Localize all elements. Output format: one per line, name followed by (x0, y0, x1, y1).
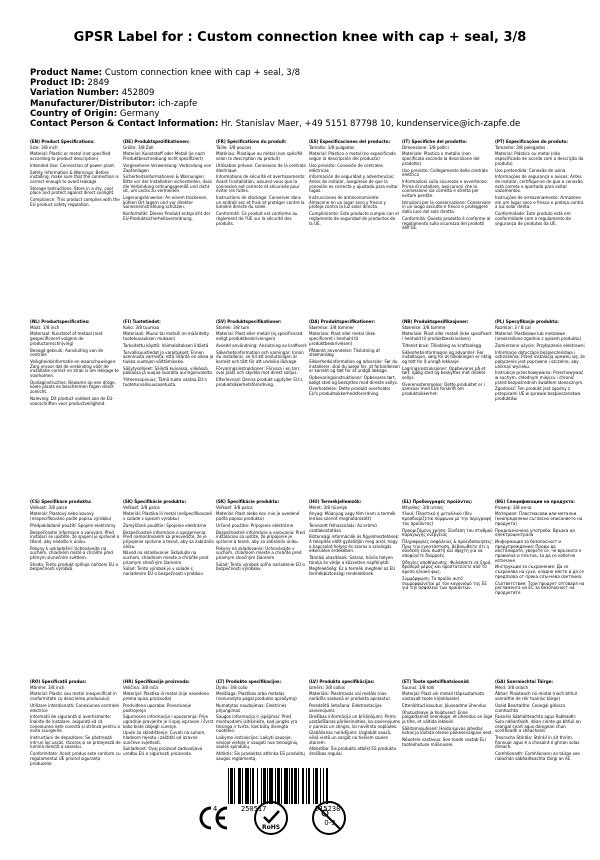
spec-paragraph: Medžiaga: Plastikas arba metalas (nenurodyta pagal produkto aprašymą) (216, 691, 297, 702)
spec-paragraph: Conformità: Questo prodotto è conforme al regolamento sulla sicurezza dei prodotti dell'UE. (402, 215, 492, 231)
language-block (30, 500, 121, 680)
spec-paragraph: Drošības informācija un brīdinājumi: Pirms uzstādīšanas pārliecinieties, ka savienojums ir pareizs un stingrs, lai novērstu noplūdes. (309, 714, 402, 729)
language-block (30, 320, 121, 500)
spec-paragraph: Faisnéis Sábháilteachta agus Rabhaidh: Sula ndéanfaidh, déan cinnte go bhfuil an ceangal ceart agus daingean chun sceitheadh a sheachaint. (495, 714, 582, 734)
spec-paragraph: Informații de siguranță și avertismente: Înainte de instalare, asigurați-vă că conexiunea este corectă și strânsă pentru a evita scurgerile. (30, 714, 122, 734)
spec-paragraph: Treoracha Stórála: Stóráil in áit thirim, fionnuar agus é a chosaint ó ghrian solas díreach. (495, 735, 581, 750)
language-row (30, 320, 586, 500)
spec-paragraph: Größe: 3/8 Zoll (123, 144, 154, 150)
language-heading: (FR) Spécifications du produit: (216, 139, 287, 144)
spec-paragraph: Dydis: 3/8 colio (216, 684, 248, 690)
spec-paragraph: Utilizare intenționată: Conexiunea centralei electrice (30, 702, 121, 713)
language-heading: (ES) Especificaciones del producto: (309, 139, 391, 144)
spec-paragraph: Material: Plast eller metall (ej specificerad enligt produktbeskrivningen) (216, 331, 304, 342)
spec-paragraph: Material: Kunststoff oder Metall (je nach Produktbeschreibung nicht spezifiziert) (123, 151, 207, 162)
language-heading: (SK) Špecifikácie produktu: (123, 499, 187, 504)
language-heading: (PT) Especificações do produto: (495, 139, 569, 144)
spec-paragraph: Taille: 3/8 pouces (216, 144, 252, 150)
spec-paragraph: Tamaño: 3/8 pulgadas (309, 144, 355, 150)
barcode-digit-first: 4 (213, 805, 218, 813)
spec-paragraph: Påtænkt anvendelse: Tilslutning af strømanlæg (309, 347, 382, 358)
info-row (30, 109, 590, 119)
info-row (30, 68, 590, 78)
spec-paragraph: Yhteensopivuus: Tämä tuote vastaa EU:n tuoteturvallisuusasetusta. (123, 377, 209, 387)
info-value: 452809 (121, 88, 155, 99)
language-heading: (DA) Produktspecifikationer: (309, 319, 376, 324)
spec-paragraph: Conformité: Ce produit est conforme au règlement de l'UE sur la sécurité des produits. (216, 211, 299, 226)
spec-paragraph: Zgodność: Ten produkt jest zgodny z przepisami UE w sprawie bezpieczeństwa produktów. (495, 386, 582, 401)
spec-paragraph: Materjal: Plast või metall (täpsustamata vastavalt toote kirjeldusele) (402, 691, 486, 702)
spec-paragraph: Matériau: Plastique ou métal (non spécifié selon la description du produit) (216, 151, 304, 162)
spec-paragraph: Méret: 3/8 hüvelyk (309, 504, 348, 510)
spec-paragraph: Bezpečnostní informace a varování: Před instalací se ujistěte, že spojení je správné a těsné, aby nedošlo k úniku. (30, 529, 121, 544)
spec-paragraph: Izmērs: 3/8 collas (309, 684, 345, 690)
spec-paragraph: Tárolási utasítások: Száraz, hűvös helyen tárolja és védje a közvetlen napfénytől. (309, 555, 395, 565)
spec-paragraph: Materiale: Plast eller metal (ikke specificeret i henhold til produktbeskrivelsen) (309, 331, 377, 346)
spec-paragraph: Material: Plástico o metal (no especificado según la descripción del producto) (309, 151, 398, 162)
language-row (30, 500, 586, 680)
spec-paragraph: Materiał: Plastikowe lub metalowe (nieokreślone zgodnie z opisem produktu) (495, 331, 582, 342)
spec-paragraph: Koko: 3/8 tuumaa (123, 324, 160, 330)
spec-paragraph: Comhlíonadh: Comhlíonann an táirge seo rialachán sábháilteachta táirgí an AE. (495, 751, 582, 761)
spec-paragraph: Safety Information & Warnings: Before installing, make sure that the connection is correct enough to avoid leakage. (30, 169, 120, 184)
spec-paragraph: Инструкции за съхранение: Да се съхранява на сухо, хладно място и да се предпазва от пряка слънчева светлина. (495, 564, 586, 579)
language-heading: (EL) Προδιαγραφές προϊόντος: (402, 499, 473, 504)
language-heading: (SV) Produktspecifikationer: (216, 319, 282, 324)
spec-paragraph: Συμμόρφωση: Το προϊόν αυτό συμμορφώνεται με τον κανονισμό της ΕΕ για την ασφάλεια των προϊόντων. (402, 575, 489, 591)
spec-paragraph: Méid: 3/8 orlach (495, 684, 529, 690)
info-row (30, 99, 590, 109)
spec-paragraph: Biztonsági információk és figyelmeztetések: A telepítés előtt győződjön meg arról, hogy a kapcsolat helyes és szoros a szivárgás elkerülése érdekében. (309, 534, 401, 554)
spec-paragraph: Informações de segurança e avisos: Antes de instalar, certifique-se de que a conexão está correta e apertada para evitar vazamentos. (495, 174, 585, 194)
spec-paragraph: Mărime: 3/8 inch (30, 684, 65, 690)
spec-paragraph: Atbilstība: Šis produkts atbilst ES produktu drošības regulai. (309, 746, 398, 757)
spec-paragraph: Material: Plástico ou metal (não especificado de acordo com a descrição do produto) (495, 151, 585, 166)
language-block (495, 140, 586, 320)
spec-paragraph: Materiál: Plastika ili metal (nešpecifikované v súlade s opisom výrobku) (123, 511, 214, 522)
spec-paragraph: Materiaali: Muovi tai metalli (ei määritelty tuotekuvauksen mukaan) (123, 331, 211, 342)
language-heading: (NL) Productspecificaties: (30, 319, 90, 324)
spec-paragraph: Förvaringsinstruktioner: Förvara i en torr, sval plats och skydda mot direkt solljus. (216, 365, 302, 376)
spec-paragraph: Turvallisuustiedot ja varoitukset: Ennen asennusta varmista, että liitäntä on oikea ja tiukka vuotojen välttämiseksi. (123, 349, 215, 364)
spec-paragraph: Zamýšľané použitie: Spojenie elektrárne (123, 522, 207, 528)
spec-paragraph: Material: Plastic sau metal (nespecificat în conformitate cu descrierea produsului) (30, 691, 119, 702)
spec-paragraph: Информация за безопасност и предупреждения: Преди да инсталирате, уверете се, че връзката е правилна и плътна, за да се избегне изтичане. (495, 538, 583, 563)
language-block (216, 140, 307, 320)
spec-paragraph: Pokyny k uskladnění: Uchovávejte na suchém, chladném místě a chraňte před přímým slunečním světlem. (30, 545, 115, 561)
spec-paragraph: Conformidade: Este produto está em conformidade com o regulamento de segurança de produtos da UE. (495, 211, 573, 226)
spec-paragraph: Upute za skladištenje: Čuvati na suhom, hladnom mjestu i zaštititi od izravne sunčeve svjetlosti. (123, 730, 207, 745)
spec-paragraph: Instruções de armazenamento: Armazene em um lugar seco e fresco e proteja contra a luz solar direta. (495, 195, 585, 210)
spec-paragraph: Zamierzone użycie: Przyłączenie elektrowni (495, 342, 585, 348)
language-heading: (FI) Tuotetiedot: (123, 319, 161, 324)
spec-paragraph: Instructions de stockage: Conserver dans un endroit sec et frais et protéger contre la lumière directe du soleil. (216, 195, 306, 210)
spec-paragraph: Anyag: Műanyag vagy fém (nem a termék leírása szerint meghatározott) (309, 511, 397, 522)
spec-paragraph: Conformitate: Acest produs este conform cu regulamentul UE privind siguranța produselor. (30, 751, 122, 766)
rohs-icon (253, 800, 289, 836)
spec-paragraph: Størrelse: 3/8 tommer (309, 324, 355, 330)
info-value: 2849 (87, 78, 110, 89)
language-block (495, 680, 586, 860)
language-heading: (NB) Produktspesifikasjoner: (402, 319, 469, 324)
language-block (495, 500, 586, 680)
spec-paragraph: Uso pretendido: Conexão de usina (495, 167, 566, 173)
spec-paragraph: Istruzioni per la conservazione: Conservare in un luogo asciutto e fresco e proteggere dalla luce del sole diretta. (402, 199, 492, 215)
info-value: ich-zapfe (158, 98, 198, 109)
spec-paragraph: Størrelse: 3/8 tomme (402, 324, 446, 330)
spec-paragraph: Paredzētā lietošana: Elektrostacijas savienojums (309, 702, 383, 713)
barcode-digits-left: 250517 (241, 805, 267, 813)
spec-paragraph: Naleving: Dit product voldoet aan de EU-voorschriften voor productveiligheid. (30, 395, 114, 406)
spec-paragraph: Nõuetele vastavus: See toode vastab ELi tooteohutuse määrusele. (402, 737, 488, 747)
language-heading: (GA) Sonraíochtaí Táirge: (495, 679, 554, 684)
language-block (402, 140, 493, 320)
spec-paragraph: Размер: 3/8 инча (495, 504, 532, 510)
spec-paragraph: Materiaal: Kunststof of metaal (niet gespecificeerd volgens de productomschrijving) (30, 331, 104, 346)
spec-paragraph: Overensstemmelse: Dette produktet er i samsvar med EUs forskrift om produktsikkerhet. (402, 381, 487, 397)
spec-paragraph: Ettenähtud kasutus: Jõuseadme ühendus (402, 702, 487, 708)
age-label: 0-3 (324, 819, 336, 827)
spec-paragraph: Shoda: Tento produkt splňuje nařízení EU o bezpečnosti výrobků. (30, 561, 120, 572)
spec-paragraph: Материал: Пластмасови или метални (неопределени съгласно описанието на продукта) (495, 511, 584, 526)
spec-paragraph: Maat: 3/8 inch (30, 324, 60, 330)
language-block (402, 320, 493, 500)
spec-paragraph: Informations de sécurité et avertissements: Avant l'installation, assurez-vous que la connexion est correcte et sécurisée pour éviter les fuites. (216, 174, 307, 194)
spec-paragraph: Materijal: Plastika ili metal (nije navedeno prema opisu proizvoda) (123, 691, 211, 702)
spec-paragraph: Storage Instructions: Store in a dry, cool place and protect against direct sunlight. (30, 185, 115, 196)
language-heading: (PL) Specyfikacje produktu: (495, 319, 559, 324)
language-block (309, 320, 400, 500)
info-label: Contact Person & Contact Information: (30, 119, 219, 130)
spec-paragraph: Säilytysohjeet: Säilytä kuivassa, viileässä paikassa ja suojaa suoralta auringonvalolta. (123, 365, 214, 376)
spec-paragraph: Informazioni sulla sicurezza e avvertenze: Prima di installare, assicurarsi che la connessione sia corretta e stretta per evitare perdite. (402, 178, 490, 199)
info-value: Hr. Stanislav Maer, +49 5151 87798 10, kundenservice@ich-zapfe.de (221, 119, 521, 130)
spec-paragraph: Instrukcje przechowywania: Przechowywać w suchym, chłodnym miejscu i chronić przed bezpośrednim światłem słonecznym. (495, 370, 585, 385)
language-heading: (CS) Specifikace produktu: (30, 499, 92, 504)
spec-paragraph: Storlek: 3/8 tum (216, 324, 250, 330)
spec-paragraph: Overholdelse: Dette produkt overholder EU's produktsikkerhedsforordning. (309, 386, 392, 397)
spec-paragraph: Materiale: Plastica o metallo (non specificato secondo la descrizione del prodotto) (402, 151, 481, 166)
info-label: Variation Number: (30, 88, 119, 99)
spec-paragraph: Saugos informacija ir įspėjimai: Prieš montuodami įsitikinkite, kad jungtis yra teisinga ir tvirta, kad būtų išvengta nuotėkio. (216, 714, 299, 734)
spec-paragraph: Uso previsto: Collegamento della centrale elettrica (402, 167, 490, 178)
spec-paragraph: Υλικό: Πλαστικό ή μεταλλικό (δεν προσδιορίζεται σύμφωνα με την περιγραφή του προϊόντος) (402, 511, 493, 526)
language-block (495, 320, 586, 500)
language-block (216, 500, 307, 680)
spec-paragraph: Súlad: Tento výrobok je v súlade s nariadením EÚ o bezpečnosti výrobkov. (123, 566, 204, 577)
language-heading: (HR) Specifikacije proizvoda: (123, 679, 190, 684)
spec-paragraph: Предназначена употреба: Връзка на електроцентрала (495, 527, 577, 538)
spec-paragraph: Vorgesehene Verwendung: Verbindung von Zapfanlagen (123, 162, 213, 173)
info-value: Custom connection knee with cap + seal, 3/8 (104, 68, 301, 78)
info-value: Germany (119, 108, 160, 119)
spec-paragraph: Numatytas naudojimas: Elektrinės prijungimas (216, 702, 288, 713)
spec-paragraph: Veličina: 3/8 inča (123, 684, 158, 690)
language-heading: (IT) Specifiche del prodotto: (402, 139, 467, 144)
language-block (123, 140, 214, 320)
spec-paragraph: Návod na skladovanie: Skladujte na suchom, chladnom mieste a chráňte pred priamym slnečným žiarením. (123, 550, 210, 565)
info-label: Product Name: (30, 68, 103, 78)
spec-paragraph: Πληροφορίες ασφάλειας & προειδοποιήσεις: Πριν την εγκατάσταση, βεβαιωθείτε ότι η σύνδεση είναι σωστή και σφιχτή για να αποφύγετε διαρροές. (402, 538, 495, 559)
language-heading: (ET) Toote spetsifikatsioonid: (402, 679, 470, 684)
product-info (30, 68, 590, 129)
spec-paragraph: Съответствие: Този продукт отговаря на регламента на ЕС за безопасност на продуктите. (495, 580, 586, 595)
info-row (30, 88, 590, 98)
spec-paragraph: Sukladnost: Ovaj proizvod zadovoljava uredbu EU o sigurnosti proizvoda. (123, 746, 204, 757)
language-grid (30, 140, 586, 860)
spec-paragraph: Cumplimiento: Este producto cumple con el reglamento de seguridad de productos de la UE. (309, 211, 401, 226)
spec-paragraph: Avsedd användning: Anslutning av kraftverk (216, 342, 307, 348)
spec-paragraph: Bezpečnostné informácie a upozornenia: Pred namontovaním sa presvedčte, že je pripojenie správne a tesné, aby sa zabránilo úniku. (123, 529, 216, 549)
spec-paragraph: Informacje dotyczące bezpieczeństwa i ostrzeżenia: Przed instalacją upewnij się, że połączenie jest poprawne i szczelne, aby uniknąć wycieku. (495, 349, 587, 369)
spec-paragraph: Beoogd gebruik: Aansluiting van de centrale (30, 347, 105, 358)
language-block (123, 500, 214, 680)
spec-paragraph: Dimensione: 3/8 pollici (402, 144, 449, 150)
spec-paragraph: Uso previsto: Conexión de centrales eléctricas (309, 162, 385, 173)
language-block (123, 320, 214, 500)
spec-paragraph: Sigurnosne informacije i upozorenja: Prije ugradnje provjerite je li spoj ispravan i čvrst kako biste izbjegli curenje. (123, 714, 215, 729)
spec-paragraph: Určené použitie: Pripojenie elektrárne (216, 522, 294, 528)
language-block (402, 500, 493, 680)
spec-paragraph: Materiál: Plastový nebo kovový (nespecifikováno podle popisu výrobku) (30, 511, 112, 522)
spec-paragraph: Úsáid Beartaithe: Ceangal gléasra cumhachta (495, 702, 567, 713)
spec-paragraph: Μέγεθος: 3/8 ίντσες (402, 504, 444, 510)
info-label: Product ID: (30, 78, 85, 89)
spec-paragraph: Konformität: Dieses Produkt entspricht der EU-Produktsicherheitsverordnung. (123, 211, 212, 221)
spec-paragraph: Opbevaringsinstruktioner: Opbevares tørt, køligt sted og beskyttes mod direkte sollys. (309, 375, 399, 385)
spec-paragraph: Materiale: Plast eller metall (ikke spesifisert i henhold til produktbeskrivelsen) (402, 331, 493, 342)
barcode-digits-right: 515238 (315, 805, 341, 813)
spec-paragraph: Velikost: 3/8 palce (30, 504, 68, 510)
compliance-icons (195, 800, 347, 836)
spec-paragraph: Súlad: Tento výrobok spĺňa nariadenie EÚ o bezpečnosti výrobkov. (216, 561, 307, 572)
spec-paragraph: Veľkosť: 3/8 palca (123, 504, 160, 510)
language-heading: (LV) Produkta specifikācijas: (309, 679, 375, 684)
spec-paragraph: Predviđena uporaba: Povezivanje postrojenja (123, 702, 193, 713)
spec-paragraph: Atitiktis: Šis produktas atitinka ES produktų saugos reglamentą. (216, 751, 307, 761)
spec-paragraph: Ohutusteave ja hoiatused: Enne paigaldamist veenduge, et ühendus on õige ja tihe, et vältida lekkeid. (402, 709, 494, 724)
spec-paragraph: Instrucțiuni de depozitare: Se păstrează într-un loc uscat, răcoros și se protejează de lumina directă a soarelui. (30, 735, 122, 750)
language-heading: (SK) Špecifikácie produktu: (216, 499, 280, 504)
spec-paragraph: Suurus: 3/8 tolli (402, 684, 435, 690)
language-heading: (RO) Specificații produs: (30, 679, 87, 684)
spec-paragraph: Materiál: Plast alebo kov (nie je uvedené podľa popisu produktu) (216, 511, 301, 522)
spec-paragraph: Οδηγίες αποθήκευσης: Φυλάσσετε σε ξηρό, δροσερό μέρος και προστατεύετε από το άμεσο ηλιακό φως. (402, 559, 493, 575)
language-row (30, 140, 586, 320)
spec-paragraph: Προοριζόμενη χρήση: Σύνδεση του σταθμού παραγωγής ενέργειας (402, 527, 494, 538)
rohs-label: RoHS (261, 824, 281, 831)
spec-paragraph: Información de seguridad y advertencias: Antes de instalar, asegúrese de que la conexión es correcta y ajustada para evitar fugas. (309, 174, 400, 194)
language-heading: (HU) Termékjellemzők: (309, 499, 362, 504)
spec-paragraph: Efterlevnad: Denna produkt uppfyller EU:s produktsäkerhetsförordning. (216, 377, 304, 387)
spec-paragraph: Megfelelőség: Ez a termék megfelel az EU termékbiztonsági rendeletének. (309, 566, 397, 577)
spec-paragraph: Opslaginstructies: Bewaren op een droge, koele plaats en beschermen tegen direct zonlicht. (30, 379, 118, 395)
spec-paragraph: Bezpečnostné informácie a varovania: Pred inštaláciou sa uistite, že pripojenie je správne a tesné, aby sa zabránilo úniku. (216, 529, 307, 544)
spec-paragraph: Tiltenkt bruk: Tilkobling av kraftanlegg (402, 342, 482, 348)
language-block (309, 140, 400, 320)
spec-paragraph: Lagringsinstruksjoner: Oppbevares på et tørt, kjølig sted og beskyttes mot direkte sollys. (402, 365, 487, 381)
info-label: Country of Origin: (30, 108, 118, 119)
language-heading: (DE) Produktspezifikationen: (123, 139, 190, 144)
spec-paragraph: Utilisation prévue: Connexion de la centrale électrique (216, 162, 308, 173)
spec-paragraph: Sikkerhedsinformation og advarsler: Før du installerer, skal du sørge for, at forbindelsen er korrekt og tæt for at undgå lækage. (309, 358, 402, 374)
spec-paragraph: Materiāls: Plastmasas vai metāls (nav norādīts saskaņā ar produkta aprakstu) (309, 691, 390, 702)
spec-paragraph: Intended Use: Connection of power plant. (30, 162, 116, 168)
age-warning-0-3-icon (311, 800, 347, 836)
language-block (402, 680, 493, 860)
spec-paragraph: Laikymo instrukcijos: Laikyti sausoje, vėsioje vietoje ir saugoti nuo tiesioginių saulės spindulių. (216, 735, 299, 750)
ce-mark-icon (195, 800, 231, 836)
spec-paragraph: Lagerungshinweise: An einem trockenen, kühlen Ort lagern und vor direkter Sonneneinstrahlung schützen. (123, 195, 209, 210)
spec-paragraph: Tervezett felhasználás: Az erőmű csatlakoztatása (309, 522, 379, 533)
spec-paragraph: Tamanho: 3/8 polegadas (495, 144, 546, 150)
spec-paragraph: Instrucciones de almacenamiento: Almacene en un lugar seco y fresco y proteja contra la luz solar directa. (309, 195, 388, 210)
language-heading: (LT) Produkto specifikacijos: (216, 679, 282, 684)
language-heading: (BG) Спецификации на продукта: (495, 499, 575, 504)
spec-paragraph: Předpokládané použití: Spojení elektrárny (30, 522, 116, 528)
page-title: GPSR Label for : Custom connection knee with cap + seal, 3/8 (73, 30, 527, 45)
spec-paragraph: Sikkerhetsinformasjon og advarsler: Før installasjon, sørg for at tilkoblingen er riktig og tett for å unngå lekkasje. (402, 349, 493, 364)
spec-paragraph: Ábhar: Plaisteach nó miotal (nach bhfuil sonraithe de réir tuairisc táirge) (495, 691, 579, 702)
spec-paragraph: Veiligheidsinformatie en waarschuwingen: Zorg ervoor dat de verbinding vóór de installatie correct en strak is om lekkage te voorkomen. (30, 358, 121, 379)
spec-paragraph: Säilitamisjuhised: Hoida kuivas jahedas kohas ja kaitsta otsese päikesevalguse eest. (402, 725, 493, 736)
spec-paragraph: Compliance: This product complies with the EU product safety regulation. (30, 197, 122, 207)
spec-paragraph: Glabāšanas norādījumi: Uzglabāt sausā, vēsā vietā un sargāt no tiešiem saules stariem. (309, 730, 393, 745)
spec-paragraph: Veľkosť: 3/8 palca (216, 504, 253, 510)
info-label: Manufacturer/Distributor: (30, 98, 156, 109)
spec-paragraph: Size: 3/8 inch (30, 144, 58, 150)
language-block (30, 140, 121, 320)
spec-paragraph: Pokyny na skladovanie: Uchovávajte v suchom, chladnom mieste a chráňte pred priamym slnečným žiarením. (216, 545, 303, 561)
spec-paragraph: Säkerhetsinformation och varningar: Innan du installerar, se till att anslutningen är korrekt och tätt för att undvika läckage. (216, 349, 305, 364)
spec-paragraph: Sicherheitsinformationen & Warnungen: Bitte vor der Installation sicherstellen, dass die Verbindung ordnungsgemäß und dicht ist, um Lecks zu vermeiden. (123, 174, 214, 194)
info-row (30, 119, 590, 129)
language-block (30, 680, 121, 860)
language-heading: (EN) Product Specifications: (30, 139, 95, 144)
info-row (30, 78, 590, 88)
language-block (309, 500, 400, 680)
spec-paragraph: Material: Plastic or metal (not specified according to product description) (30, 151, 112, 162)
language-block (216, 320, 307, 500)
barcode-bars (228, 768, 373, 804)
spec-paragraph: Rozmiar: 3 / 8 cal (495, 324, 531, 330)
spec-paragraph: Tarkoitettu käyttö: Voimalaitoksen liitäntä (123, 342, 209, 348)
